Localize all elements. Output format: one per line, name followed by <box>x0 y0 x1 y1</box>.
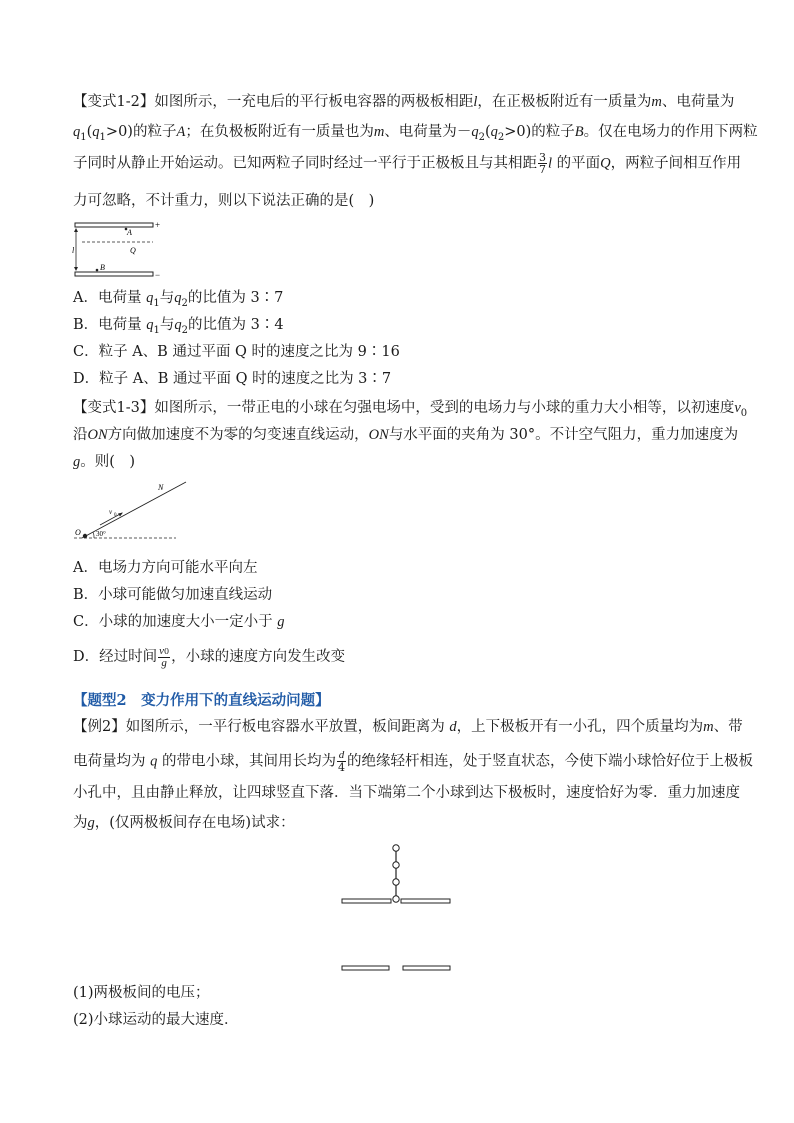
lower-plate-left <box>342 966 389 970</box>
p13-option-d: D．经过时间 $\frac{v0}{g}$ ，小球的速度方向发生改变 <box>73 645 346 669</box>
example2-line3: 小孔中，且由静止释放，让四球竖直下落．当下端第二个小球到达下极板时，速度恰好为零．重力加速度 <box>73 785 740 801</box>
particle-b-label: B <box>100 263 105 272</box>
particle-a-label: A <box>127 228 132 237</box>
example2-line1: 【例2】如图所示，一平行板电容器水平放置，板间距离为 d，上下极板开有一小孔，四个质量均为m、带 <box>73 719 743 735</box>
p13-option-c: C．小球的加速度大小一定小于 g <box>73 614 285 630</box>
ball-2 <box>393 862 399 868</box>
p12-line1: 【变式1-2】如图所示，一充电后的平行板电容器的两极板相距l，在正极板附近有一质量为m、电荷量为 <box>73 94 735 110</box>
point-n-label: N <box>158 483 164 492</box>
p12-line2: $q_1(q_1>0)$的粒子A；在负极板附近有一质量也为m、电荷量为$-q_2(q_2>0)$的粒子B。仅在电场力的作用下两粒 <box>73 124 758 143</box>
p12-option-b: B．电荷量 $q_1$与$q_2$的比值为 3∶4 <box>73 317 284 336</box>
lower-plate-right <box>403 966 450 970</box>
distance-label: l <box>72 246 75 255</box>
ball-3 <box>393 879 399 885</box>
point-o-label: O <box>75 528 81 537</box>
upper-plate-left <box>342 899 391 903</box>
svg-text:0: 0 <box>114 513 117 518</box>
plus-sign: + <box>155 220 161 230</box>
p12-line3: 子同时从静止开始运动。已知两粒子同时经过一平行于正极板且与其相距 $\frac{3}{7}$ l 的平面Q，两粒子间相互作用 <box>73 151 742 176</box>
positive-plate <box>75 223 153 227</box>
example2-line2: 电荷量均为 q 的带电小球，其间用长均为 $\frac{d}{4}$ 的绝缘轻杆相连，处于竖直状态，今使下端小球恰好位于上极板 <box>73 749 753 774</box>
p12-option-d: D．粒子 A、B 通过平面 Q 时的速度之比为 3∶7 <box>73 371 392 387</box>
p12-line4: 力可忽略，不计重力，则以下说法正确的是( ) <box>73 193 375 209</box>
p13-line1: 【变式1-3】如图所示，一带正电的小球在匀强电场中，受到的电场力与小球的重力大小相等，以初速度$v_0$ <box>73 400 748 419</box>
example2-line4: 为g，(仅两极板间存在电场)试求： <box>73 815 295 831</box>
p13-option-a: A．电场力方向可能水平向左 <box>73 560 258 576</box>
particle-a <box>125 228 128 231</box>
section-heading-type2: 【题型2 变力作用下的直线运动问题】 <box>73 692 330 709</box>
particle-b <box>96 269 99 272</box>
plane-q-label: Q <box>130 246 136 255</box>
capacitor-diagram-1 <box>70 220 170 280</box>
fraction-d-4: $\frac{d}{4}$ <box>337 749 345 774</box>
p12-option-a: A．电荷量 $q_1$与$q_2$的比值为 3∶7 <box>73 290 284 309</box>
angle-label: 30° <box>96 530 106 538</box>
capacitor-balls-diagram <box>338 840 458 976</box>
p13-line2: 沿ON方向做加速度不为零的匀变速直线运动，ON与水平面的夹角为 30°。不计空气阻力，重力加速度为 <box>73 427 739 443</box>
angle-arc <box>93 532 94 538</box>
fraction-3-7: $\frac{3}{7}$ <box>539 151 546 176</box>
ball-4 <box>393 896 399 902</box>
p13-option-b: B．小球可能做匀加速直线运动 <box>73 587 273 603</box>
question-1: (1)两极板间的电压； <box>73 985 210 1001</box>
ball-1 <box>393 845 399 851</box>
motion-diagram <box>72 478 192 548</box>
upper-plate-right <box>401 899 450 903</box>
velocity-label: v <box>109 508 113 516</box>
p12-option-c: C．粒子 A、B 通过平面 Q 时的速度之比为 9∶16 <box>73 344 400 360</box>
minus-sign: − <box>155 270 161 280</box>
ball <box>83 534 87 538</box>
p13-line3: g。则( ) <box>73 454 136 470</box>
fraction-v0-g: $\frac{v0}{g}$ <box>159 645 170 669</box>
negative-plate <box>75 272 153 276</box>
question-2: (2)小球运动的最大速度． <box>73 1012 239 1028</box>
